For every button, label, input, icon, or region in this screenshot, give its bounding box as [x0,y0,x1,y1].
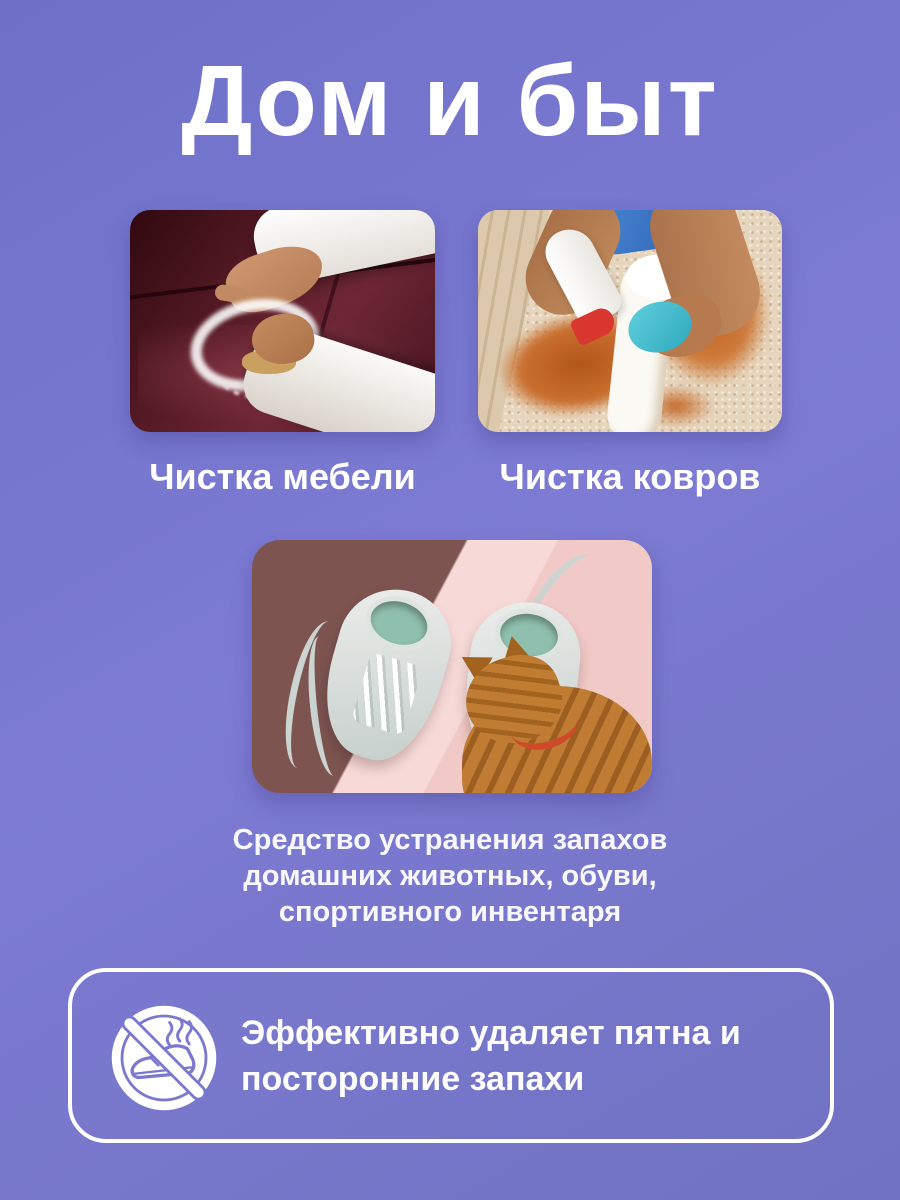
furniture-cleaning-photo [130,210,435,432]
feature-text [241,1010,741,1102]
description-line: домашних животных, обуви, [243,860,657,892]
carpet-caption: Чистка ковров [499,456,761,497]
page-title: Дом и быт [181,45,719,157]
description-line: спортивного инвентаря [278,896,622,928]
no-odor-icon [108,1002,220,1114]
carpet-card [478,210,782,498]
odor-card [252,540,652,793]
feature-box [68,968,834,1143]
feature-line: посторонние запахи [241,1059,585,1098]
sneakers-and-cat-photo [252,540,652,793]
description-line: Средство устранения запахов [232,824,668,856]
furniture-caption: Чистка мебели [149,456,416,497]
carpet-cleaning-photo [478,210,782,432]
furniture-card [130,210,435,498]
feature-line: Эффективно удаляет пятна и [241,1013,741,1052]
product-description [130,822,770,930]
